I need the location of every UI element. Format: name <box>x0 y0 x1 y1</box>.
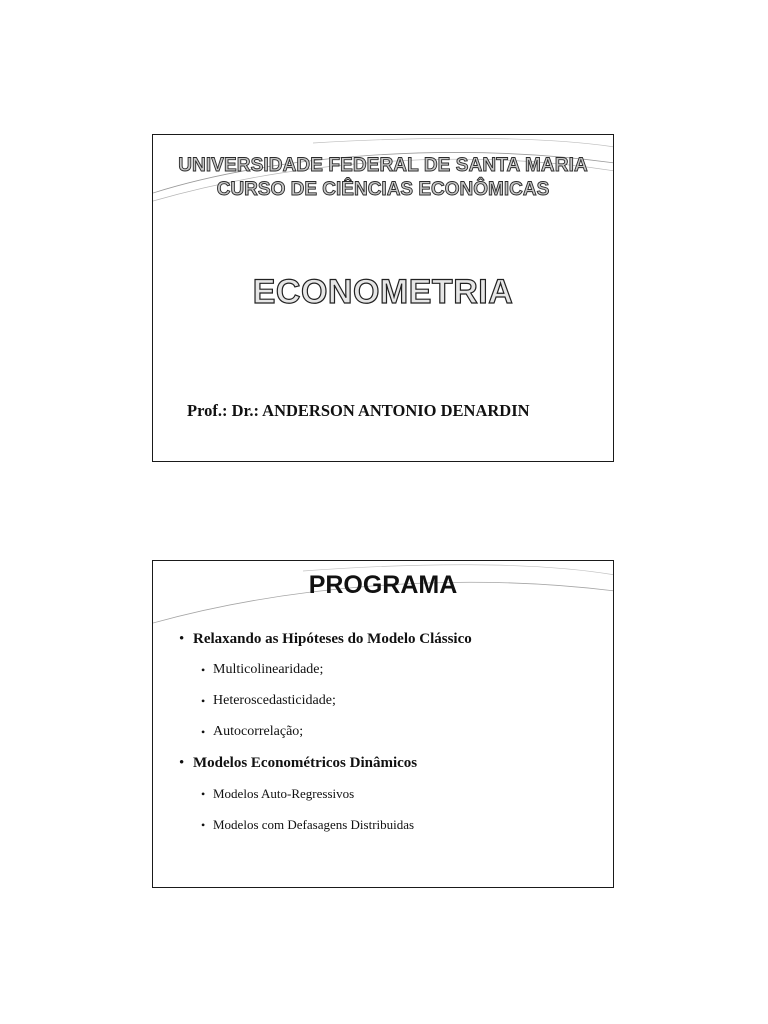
list-item <box>153 691 614 722</box>
professor-name: Prof.: Dr.: ANDERSON ANTONIO DENARDIN <box>187 401 530 420</box>
university-name: UNIVERSIDADE FEDERAL DE SANTA MARIA <box>178 155 588 176</box>
list-item <box>153 660 614 691</box>
course-name: CURSO DE CIÊNCIAS ECONÔMICAS <box>216 179 550 200</box>
list-item-text: Heteroscedasticidade; <box>213 693 336 708</box>
program-title: PROGRAMA <box>308 571 458 599</box>
list-item-text: Relaxando as Hipóteses do Modelo Clássico <box>193 631 472 647</box>
list-item-text: Modelos Econométricos Dinâmicos <box>193 755 418 771</box>
list-item <box>153 629 614 660</box>
list-item <box>153 815 614 846</box>
bullet-dot-icon: • <box>201 694 206 708</box>
bullet-dot-icon: • <box>201 787 206 801</box>
bullet-dot-icon: • <box>179 755 185 771</box>
bullet-dot-icon: • <box>201 725 206 739</box>
bullet-dot-icon: • <box>201 818 206 832</box>
list-item-text: Modelos Auto-Regressivos <box>213 786 355 801</box>
list-item <box>153 784 614 815</box>
program-list <box>153 629 614 846</box>
list-item-text: Multicolinearidade; <box>213 662 324 677</box>
list-item <box>153 753 614 784</box>
slide-title <box>152 134 614 462</box>
list-item-text: Autocorrelação; <box>213 724 304 739</box>
bullet-dot-icon: • <box>201 663 206 677</box>
list-item <box>153 722 614 753</box>
slide-program <box>152 560 614 888</box>
bullet-dot-icon: • <box>179 631 185 647</box>
list-item-text: Modelos com Defasagens Distribuidas <box>213 817 415 832</box>
main-title: ECONOMETRIA <box>252 273 514 311</box>
